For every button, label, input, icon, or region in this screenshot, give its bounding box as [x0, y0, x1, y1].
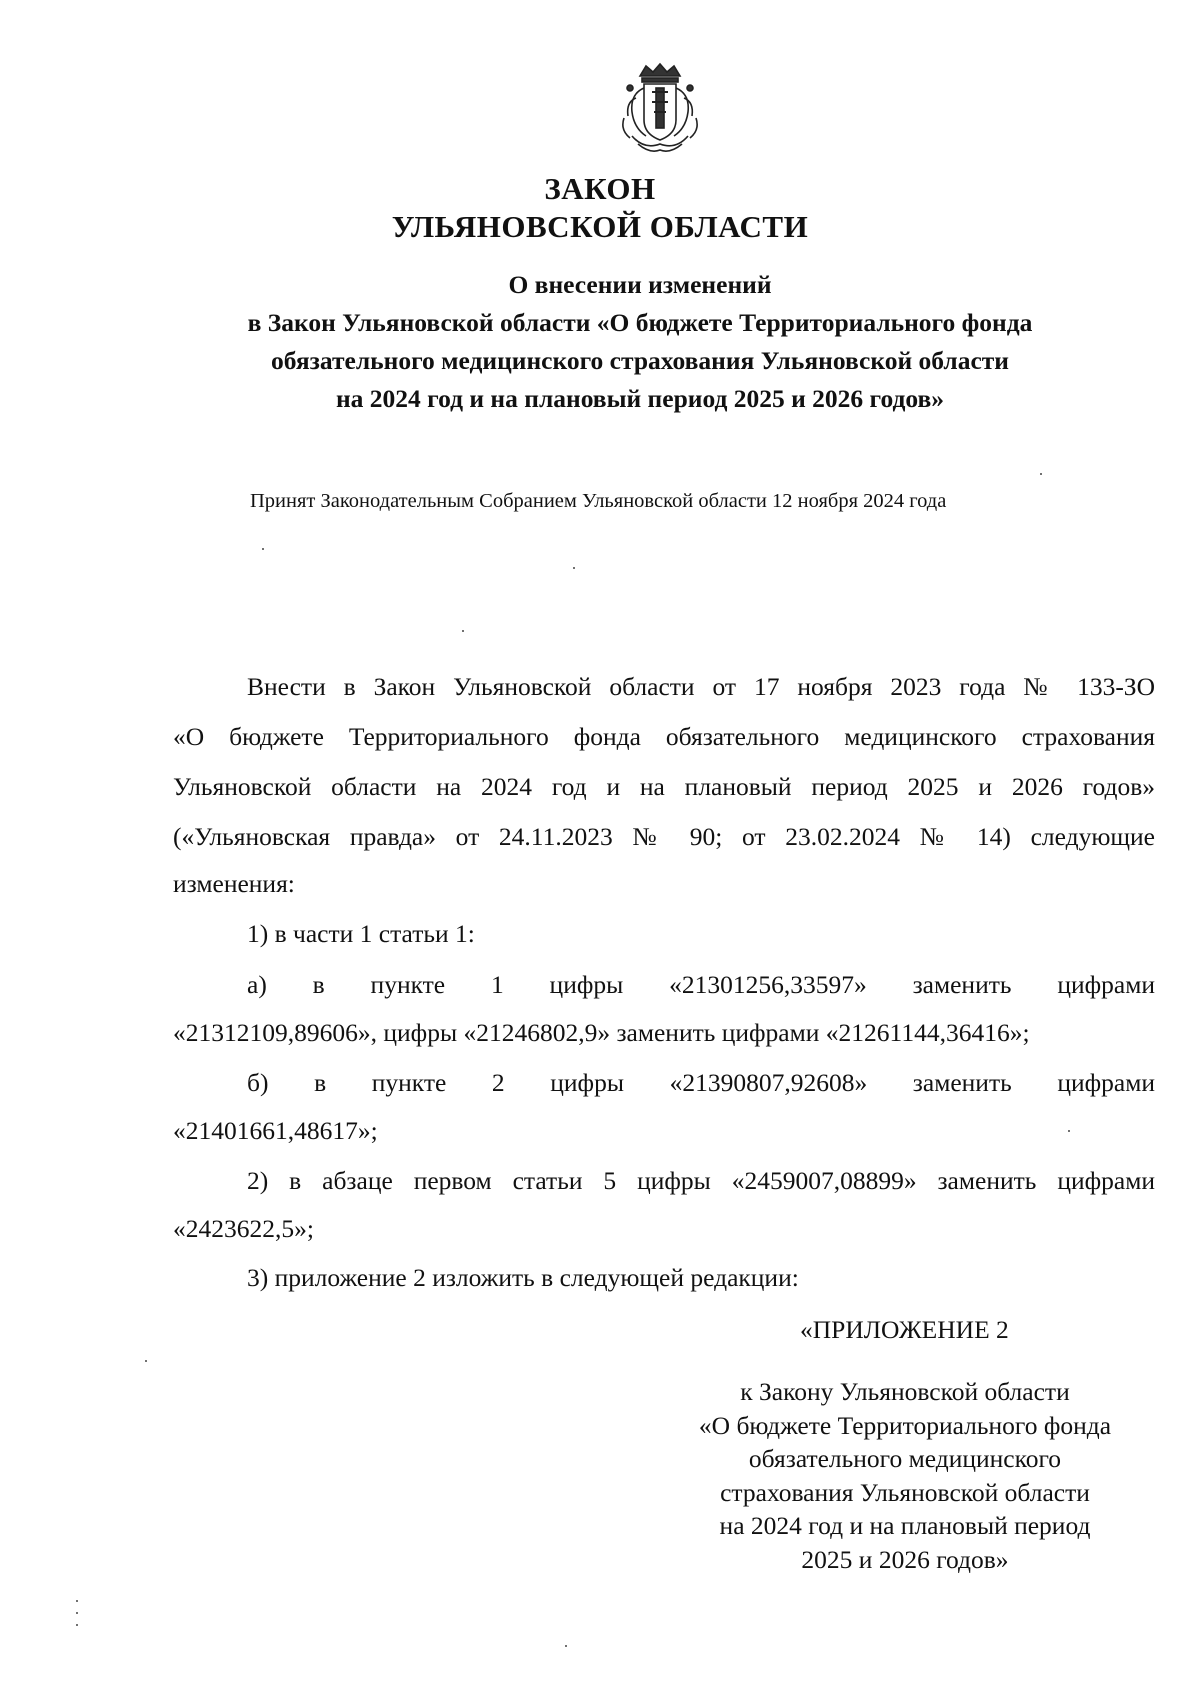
body-line: «2423622,5»; [173, 1214, 314, 1243]
scan-speck [565, 1645, 567, 1647]
coat-of-arms-icon [610, 58, 710, 158]
body-line: «О бюджете Территориального фонда обязательного медицинского страхования [173, 722, 1155, 751]
appendix-line: к Закону Ульяновской области [740, 1377, 1070, 1406]
scan-speck [76, 1624, 78, 1626]
subtitle-line: обязательного медицинского страхования Ульяновской области [271, 346, 1009, 375]
body-line: 1) в части 1 статьи 1: [247, 919, 475, 948]
appendix-heading: «ПРИЛОЖЕНИЕ 2 [800, 1315, 1009, 1344]
adoption-note: Принят Законодательным Собранием Ульяновской области 12 ноября 2024 года [250, 490, 947, 512]
appendix-line: на 2024 год и на плановый период [719, 1511, 1091, 1540]
appendix-line: «О бюджете Территориального фонда [698, 1410, 1112, 1440]
scan-speck [145, 1360, 147, 1362]
scan-speck [1040, 473, 1042, 475]
appendix-line: обязательного медицинского [748, 1444, 1062, 1473]
appendix-caption [650, 1375, 1160, 1576]
appendix-line: страхования Ульяновской области [720, 1477, 1090, 1507]
body-line: а) в пункте 1 цифры «21301256,33597» заменить цифрами [247, 970, 1155, 999]
scan-speck [76, 1612, 78, 1614]
doc-title-line1: ЗАКОН [544, 171, 656, 206]
body-line: 3) приложение 2 изложить в следующей редакции: [247, 1263, 799, 1292]
body-line: «21312109,89606», цифры «21246802,9» заменить цифрами «21261144,36416»; [173, 1018, 1030, 1047]
subtitle-line: в Закон Ульяновской области «О бюджете Территориального фонда [247, 308, 1033, 337]
subtitle-line: О внесении изменений [508, 270, 772, 299]
scan-speck [573, 567, 575, 569]
body-line: 2) в абзаце первом статьи 5 цифры «2459007,08899» заменить цифрами [247, 1166, 1155, 1195]
body-line: изменения: [173, 869, 295, 898]
body-line: («Ульяновская правда» от 24.11.2023 № 90; от 23.02.2024 № 14) следующие [173, 822, 1155, 851]
appendix-line: 2025 и 2026 годов» [801, 1544, 1009, 1574]
scan-speck [262, 548, 264, 550]
body-line: б) в пункте 2 цифры «21390807,92608» заменить цифрами [247, 1068, 1155, 1097]
doc-title-line2: УЛЬЯНОВСКОЙ ОБЛАСТИ [391, 209, 809, 244]
body-line: «21401661,48617»; [173, 1116, 378, 1145]
scan-speck [1068, 1130, 1070, 1132]
body-line: Внести в Закон Ульяновской области от 17 ноября 2023 года № 133-ЗО [247, 672, 1155, 701]
subtitle-line: на 2024 год и на плановый период 2025 и 2026 годов» [335, 384, 945, 413]
scan-speck [462, 630, 464, 632]
scan-speck [76, 1600, 78, 1602]
body-line: Ульяновской области на 2024 год и на плановый период 2025 и 2026 годов» [173, 772, 1155, 801]
doc-subtitle [200, 266, 1080, 418]
